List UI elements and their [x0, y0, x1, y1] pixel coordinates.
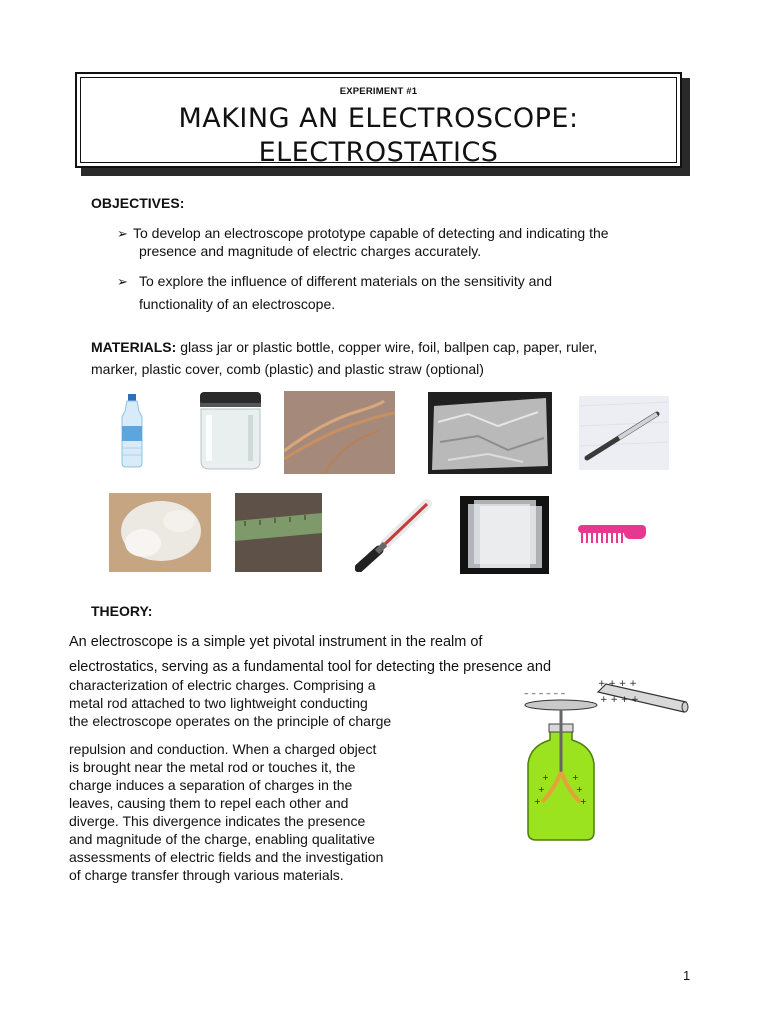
materials-heading: MATERIALS: — [91, 339, 177, 355]
paper-image — [109, 493, 211, 572]
svg-text:+: + — [542, 773, 549, 782]
svg-text:+: + — [534, 797, 541, 806]
experiment-label: EXPERIMENT #1 — [339, 86, 418, 97]
objective-item-2 — [117, 270, 552, 293]
theory-line-10: diverge. This divergence indicates the presence — [69, 813, 366, 829]
theory-line-11: and magnitude of the charge, enabling qualitative — [69, 831, 375, 847]
title-line-1: MAKING AN ELECTROSCOPE: — [178, 103, 579, 134]
copper-wire-image — [284, 391, 395, 474]
title-box — [75, 72, 682, 168]
metal-plate — [525, 700, 597, 710]
title-box-inner — [80, 77, 677, 168]
theory-line-4: metal rod attached to two lightweight conducting — [69, 695, 368, 711]
plate-charges: – – – – – – — [524, 689, 566, 699]
theory-line-9: leaves, causing them to repel each other and — [69, 795, 349, 811]
plastic-bottle-image — [115, 393, 149, 468]
objectives-heading: OBJECTIVES: — [91, 195, 185, 211]
objective-1-line-1: To develop an electroscope prototype capable of detecting and indicating the — [133, 225, 609, 241]
ballpen-image — [579, 396, 669, 470]
plastic-cover-image — [460, 496, 549, 574]
materials-line-2: marker, plastic cover, comb (plastic) and plastic straw (optional) — [91, 361, 484, 377]
theory-line-8: charge induces a separation of charges in the — [69, 777, 353, 793]
page-number: 1 — [683, 968, 691, 983]
theory-line-2: electrostatics, serving as a fundamental tool for detecting the presence and — [69, 659, 552, 675]
electroscope-diagram-svg — [514, 672, 694, 844]
svg-text:+: + — [538, 785, 545, 794]
materials-line-1: glass jar or plastic bottle, copper wire, foil, ballpen cap, paper, ruler, — [180, 339, 598, 355]
theory-line-3: characterization of electric charges. Comprising a — [69, 677, 376, 693]
theory-line-12: assessments of electric fields and the investigation — [69, 849, 384, 865]
theory-line-13: of charge transfer through various materials. — [69, 867, 344, 883]
marker-image — [355, 498, 433, 572]
svg-text:+: + — [580, 797, 587, 806]
theory-line-7: is brought near the metal rod or touches it, the — [69, 759, 356, 775]
rod-charges-top: + + + + — [598, 679, 637, 689]
svg-text:+: + — [572, 773, 579, 782]
foil-image — [428, 392, 552, 474]
page-title — [81, 102, 676, 170]
rod-charges-bottom: + + + + — [600, 695, 639, 705]
theory-heading: THEORY: — [91, 603, 153, 619]
theory-line-1: An electroscope is a simple yet pivotal instrument in the realm of — [69, 634, 483, 650]
arrow-bullet-icon: ➢ — [117, 226, 128, 241]
theory-line-6: repulsion and conduction. When a charged object — [69, 741, 377, 757]
theory-line-5: the electroscope operates on the principle of charge — [69, 713, 392, 729]
materials-paragraph — [91, 336, 597, 380]
objective-1-line-2: presence and magnitude of electric charges accurately. — [139, 243, 482, 259]
svg-text:+: + — [576, 785, 583, 794]
objective-2-line-2: functionality of an electroscope. — [139, 296, 336, 312]
title-line-2: ELECTROSTATICS — [258, 137, 499, 168]
electroscope-diagram — [514, 672, 694, 844]
glass-jar-image — [194, 391, 267, 471]
ruler-image — [235, 493, 322, 572]
arrow-bullet-icon: ➢ — [117, 274, 128, 289]
objective-2-line-1: To explore the influence of different materials on the sensitivity and — [139, 273, 552, 289]
comb-image — [576, 521, 648, 547]
